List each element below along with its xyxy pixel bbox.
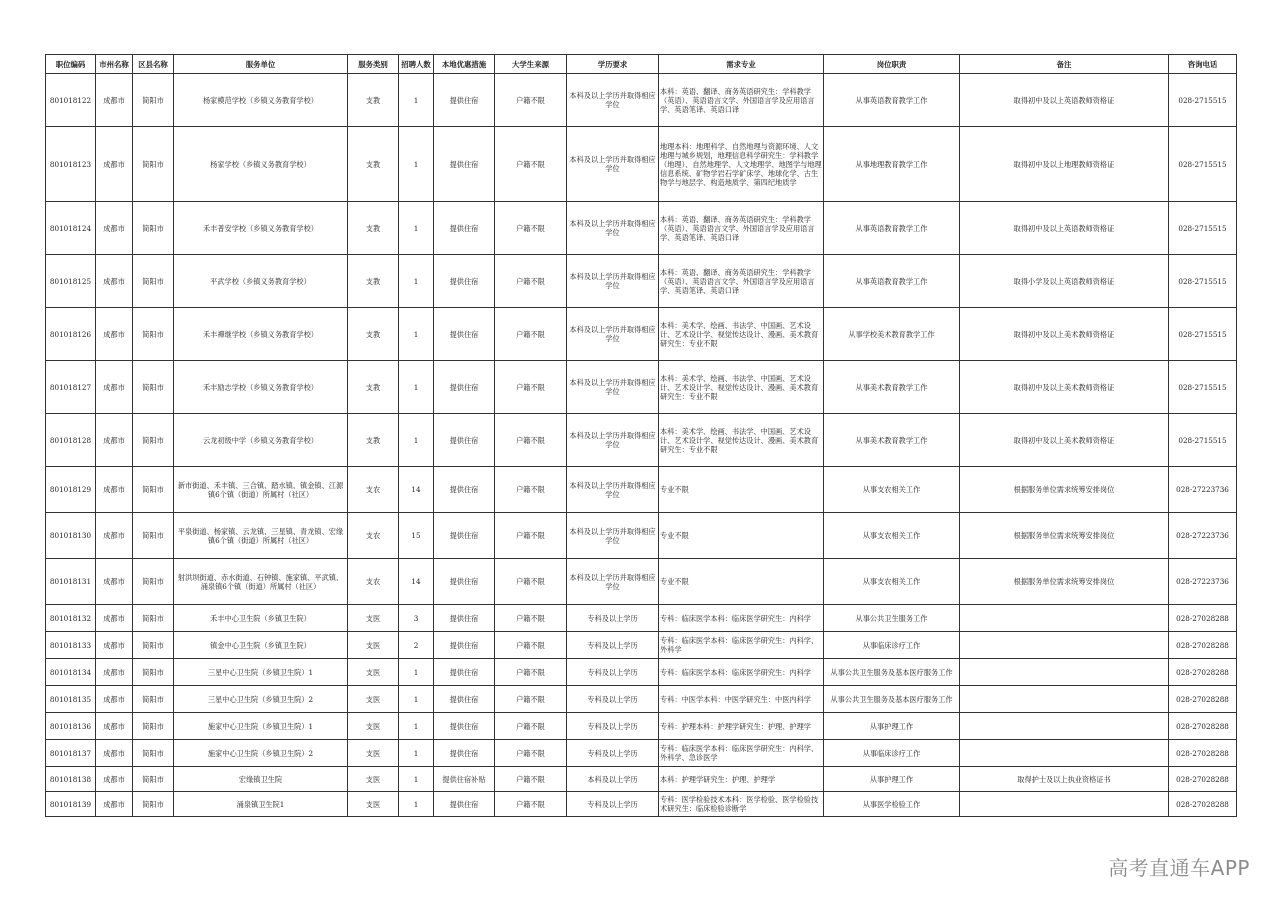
cell-major: 专科：医学检验技术本科：医学检验、医学检验技术研究生：临床检验诊断学 — [659, 792, 824, 817]
cell-major: 本科：美术学、绘画、书法学、中国画、艺术设计、艺术设计学、视觉传达设计、漫画、美术教育研究生：专业不限 — [659, 414, 824, 467]
cell-benefit: 提供住宿补贴 — [434, 767, 495, 792]
cell-code: 801018123 — [46, 127, 96, 202]
cell-county: 简阳市 — [133, 74, 174, 127]
cell-phone: 028-27223736 — [1169, 559, 1237, 605]
cell-education: 专科及以上学历 — [567, 792, 659, 817]
cell-duty: 从事临床诊疗工作 — [824, 740, 960, 767]
cell-city: 成都市 — [96, 792, 133, 817]
cell-major: 专业不限 — [659, 467, 824, 513]
cell-duty: 从事英语教育教学工作 — [824, 202, 960, 255]
cell-duty: 从事公共卫生服务及基本医疗服务工作 — [824, 659, 960, 686]
cell-note — [960, 686, 1169, 713]
cell-benefit: 提供住宿 — [434, 513, 495, 559]
cell-education: 本科及以上学历并取得相应学位 — [567, 255, 659, 308]
cell-phone: 028-27028288 — [1169, 740, 1237, 767]
col-header-major: 需求专业 — [659, 55, 824, 74]
cell-county: 简阳市 — [133, 467, 174, 513]
cell-benefit: 提供住宿 — [434, 361, 495, 414]
cell-source: 户籍不限 — [495, 202, 567, 255]
cell-category: 支医 — [348, 767, 399, 792]
cell-category: 支教 — [348, 127, 399, 202]
cell-source: 户籍不限 — [495, 767, 567, 792]
cell-major: 专业不限 — [659, 559, 824, 605]
cell-note — [960, 713, 1169, 740]
cell-unit: 禾丰普安学校（乡镇义务教育学校） — [174, 202, 348, 255]
table-row — [46, 127, 1237, 202]
cell-phone: 028-27223736 — [1169, 513, 1237, 559]
cell-phone: 028-2715515 — [1169, 255, 1237, 308]
cell-unit: 新市街道、禾丰镇、三合镇、踏水镇、镇金镇、江源镇6个镇（街道）所属村（社区） — [174, 467, 348, 513]
cell-duty: 从事临床诊疗工作 — [824, 632, 960, 659]
cell-duty: 从事支农相关工作 — [824, 513, 960, 559]
cell-benefit: 提供住宿 — [434, 740, 495, 767]
cell-note: 取得初中及以上美术教师资格证 — [960, 361, 1169, 414]
cell-phone: 028-27028288 — [1169, 632, 1237, 659]
table-row — [46, 361, 1237, 414]
cell-education: 专科及以上学历 — [567, 659, 659, 686]
cell-benefit: 提供住宿 — [434, 792, 495, 817]
cell-note — [960, 792, 1169, 817]
cell-benefit: 提供住宿 — [434, 559, 495, 605]
cell-source: 户籍不限 — [495, 513, 567, 559]
cell-city: 成都市 — [96, 308, 133, 361]
cell-source: 户籍不限 — [495, 308, 567, 361]
cell-county: 简阳市 — [133, 255, 174, 308]
cell-category: 支农 — [348, 513, 399, 559]
cell-duty: 从事公共卫生服务工作 — [824, 605, 960, 632]
cell-note: 取得护士及以上执业资格证书 — [960, 767, 1169, 792]
cell-education: 本科及以上学历并取得相应学位 — [567, 559, 659, 605]
cell-category: 支医 — [348, 632, 399, 659]
cell-source: 户籍不限 — [495, 740, 567, 767]
cell-phone: 028-2715515 — [1169, 74, 1237, 127]
cell-category: 支教 — [348, 255, 399, 308]
cell-city: 成都市 — [96, 255, 133, 308]
cell-phone: 028-27028288 — [1169, 659, 1237, 686]
cell-code: 801018125 — [46, 255, 96, 308]
cell-source: 户籍不限 — [495, 713, 567, 740]
cell-note: 取得初中及以上美术教师资格证 — [960, 414, 1169, 467]
cell-note: 根据服务单位需求统筹安排岗位 — [960, 467, 1169, 513]
cell-benefit: 提供住宿 — [434, 414, 495, 467]
cell-note: 取得初中及以上美术教师资格证 — [960, 308, 1169, 361]
cell-education: 专科及以上学历 — [567, 686, 659, 713]
cell-code: 801018129 — [46, 467, 96, 513]
cell-benefit: 提供住宿 — [434, 659, 495, 686]
cell-source: 户籍不限 — [495, 361, 567, 414]
cell-major: 专科：临床医学本科：临床医学研究生：内科学 — [659, 605, 824, 632]
cell-category: 支医 — [348, 659, 399, 686]
cell-duty: 从事英语教育教学工作 — [824, 74, 960, 127]
cell-city: 成都市 — [96, 559, 133, 605]
cell-category: 支教 — [348, 361, 399, 414]
cell-major: 专科：临床医学本科：临床医学研究生：内科学 — [659, 659, 824, 686]
cell-major: 本科：英语、翻译、商务英语研究生：学科教学（英语）、英语语言文学、外国语言学及应用语言学、英语笔译、英语口译 — [659, 74, 824, 127]
col-header-duty: 岗位职责 — [824, 55, 960, 74]
table-row — [46, 308, 1237, 361]
cell-major: 地理本科：地理科学、自然地理与资源环境、人文地理与城乡规划，地理信息科学研究生：学科教学（地理）、自然地理学、人文地理学、地图学与地理信息系统、矿物学岩石学矿床学、地球化学、古生物学与地层学、构造地质学、第四纪地质学 — [659, 127, 824, 202]
cell-city: 成都市 — [96, 127, 133, 202]
cell-education: 本科及以上学历并取得相应学位 — [567, 414, 659, 467]
table-row — [46, 255, 1237, 308]
cell-note — [960, 740, 1169, 767]
cell-note: 取得小学及以上英语教师资格证 — [960, 255, 1169, 308]
table-row — [46, 467, 1237, 513]
table-row — [46, 686, 1237, 713]
cell-benefit: 提供住宿 — [434, 202, 495, 255]
cell-phone: 028-27028288 — [1169, 767, 1237, 792]
cell-city: 成都市 — [96, 686, 133, 713]
table-row — [46, 74, 1237, 127]
cell-category: 支教 — [348, 202, 399, 255]
col-header-benefit: 本地优惠措施 — [434, 55, 495, 74]
table-row — [46, 513, 1237, 559]
cell-count: 3 — [399, 605, 434, 632]
cell-major: 专科：中医学本科：中医学研究生：中医内科学 — [659, 686, 824, 713]
cell-source: 户籍不限 — [495, 632, 567, 659]
cell-code: 801018128 — [46, 414, 96, 467]
cell-county: 简阳市 — [133, 713, 174, 740]
cell-source: 户籍不限 — [495, 414, 567, 467]
cell-education: 本科及以上学历并取得相应学位 — [567, 127, 659, 202]
cell-code: 801018130 — [46, 513, 96, 559]
cell-category: 支医 — [348, 792, 399, 817]
cell-benefit: 提供住宿 — [434, 255, 495, 308]
cell-county: 简阳市 — [133, 659, 174, 686]
cell-count: 2 — [399, 632, 434, 659]
cell-note: 取得初中及以上地理教师资格证 — [960, 127, 1169, 202]
col-header-category: 服务类别 — [348, 55, 399, 74]
cell-note — [960, 605, 1169, 632]
cell-major: 专业不限 — [659, 513, 824, 559]
cell-category: 支农 — [348, 559, 399, 605]
cell-city: 成都市 — [96, 361, 133, 414]
cell-county: 简阳市 — [133, 127, 174, 202]
col-header-education: 学历要求 — [567, 55, 659, 74]
cell-unit: 涌泉镇卫生院1 — [174, 792, 348, 817]
cell-unit: 杨家模范学校（乡镇义务教育学校） — [174, 74, 348, 127]
cell-unit: 施家中心卫生院（乡镇卫生院）1 — [174, 713, 348, 740]
cell-count: 1 — [399, 792, 434, 817]
cell-unit: 镇金中心卫生院（乡镇卫生院） — [174, 632, 348, 659]
cell-count: 1 — [399, 767, 434, 792]
cell-unit: 禾丰励志学校（乡镇义务教育学校） — [174, 361, 348, 414]
cell-count: 1 — [399, 361, 434, 414]
cell-education: 本科及以上学历 — [567, 767, 659, 792]
table-row — [46, 559, 1237, 605]
table-row — [46, 414, 1237, 467]
cell-city: 成都市 — [96, 202, 133, 255]
cell-education: 本科及以上学历并取得相应学位 — [567, 361, 659, 414]
cell-unit: 三星中心卫生院（乡镇卫生院）1 — [174, 659, 348, 686]
cell-source: 户籍不限 — [495, 74, 567, 127]
cell-duty: 从事美术教育教学工作 — [824, 361, 960, 414]
cell-county: 简阳市 — [133, 414, 174, 467]
cell-category: 支医 — [348, 686, 399, 713]
cell-city: 成都市 — [96, 767, 133, 792]
cell-education: 本科及以上学历并取得相应学位 — [567, 202, 659, 255]
cell-duty: 从事医学检验工作 — [824, 792, 960, 817]
cell-source: 户籍不限 — [495, 659, 567, 686]
col-header-phone: 咨询电话 — [1169, 55, 1237, 74]
cell-county: 简阳市 — [133, 308, 174, 361]
col-header-source: 大学生来源 — [495, 55, 567, 74]
cell-major: 专科：护理本科：护理学研究生：护理、护理学 — [659, 713, 824, 740]
cell-source: 户籍不限 — [495, 605, 567, 632]
cell-code: 801018122 — [46, 74, 96, 127]
cell-note — [960, 632, 1169, 659]
cell-benefit: 提供住宿 — [434, 686, 495, 713]
cell-category: 支医 — [348, 713, 399, 740]
cell-education: 专科及以上学历 — [567, 632, 659, 659]
cell-county: 简阳市 — [133, 559, 174, 605]
cell-duty: 从事英语教育教学工作 — [824, 255, 960, 308]
cell-city: 成都市 — [96, 659, 133, 686]
cell-category: 支农 — [348, 467, 399, 513]
cell-phone: 028-2715515 — [1169, 127, 1237, 202]
cell-duty: 从事学校美术教育教学工作 — [824, 308, 960, 361]
cell-note: 取得初中及以上英语教师资格证 — [960, 202, 1169, 255]
cell-benefit: 提供住宿 — [434, 467, 495, 513]
cell-benefit: 提供住宿 — [434, 74, 495, 127]
cell-count: 15 — [399, 513, 434, 559]
cell-duty: 从事支农相关工作 — [824, 559, 960, 605]
cell-city: 成都市 — [96, 74, 133, 127]
cell-source: 户籍不限 — [495, 255, 567, 308]
table-row — [46, 713, 1237, 740]
cell-category: 支教 — [348, 74, 399, 127]
cell-major: 本科：英语、翻译、商务英语研究生：学科教学（英语）、英语语言文学、外国语言学及应用语言学、英语笔译、英语口译 — [659, 202, 824, 255]
cell-count: 1 — [399, 202, 434, 255]
cell-education: 本科及以上学历并取得相应学位 — [567, 467, 659, 513]
cell-code: 801018132 — [46, 605, 96, 632]
cell-count: 1 — [399, 74, 434, 127]
cell-category: 支医 — [348, 740, 399, 767]
cell-count: 1 — [399, 740, 434, 767]
cell-city: 成都市 — [96, 605, 133, 632]
cell-source: 户籍不限 — [495, 686, 567, 713]
cell-code: 801018139 — [46, 792, 96, 817]
col-header-county: 区县名称 — [133, 55, 174, 74]
cell-benefit: 提供住宿 — [434, 632, 495, 659]
table-row — [46, 767, 1237, 792]
cell-benefit: 提供住宿 — [434, 605, 495, 632]
cell-major: 本科：美术学、绘画、书法学、中国画、艺术设计、艺术设计学、视觉传达设计、漫画、美术教育研究生：专业不限 — [659, 308, 824, 361]
cell-source: 户籍不限 — [495, 792, 567, 817]
cell-city: 成都市 — [96, 513, 133, 559]
col-header-unit: 服务单位 — [174, 55, 348, 74]
cell-phone: 028-27028288 — [1169, 792, 1237, 817]
table-row — [46, 659, 1237, 686]
cell-city: 成都市 — [96, 414, 133, 467]
cell-major: 专科：临床医学本科：临床医学研究生：内科学、外科学、急诊医学 — [659, 740, 824, 767]
cell-city: 成都市 — [96, 740, 133, 767]
cell-code: 801018124 — [46, 202, 96, 255]
cell-code: 801018134 — [46, 659, 96, 686]
cell-count: 1 — [399, 308, 434, 361]
cell-source: 户籍不限 — [495, 559, 567, 605]
cell-unit: 云龙初级中学（乡镇义务教育学校） — [174, 414, 348, 467]
cell-code: 801018138 — [46, 767, 96, 792]
cell-major: 本科：护理学研究生：护理、护理学 — [659, 767, 824, 792]
cell-county: 简阳市 — [133, 513, 174, 559]
job-table — [45, 54, 1237, 817]
cell-duty: 从事护理工作 — [824, 713, 960, 740]
cell-education: 专科及以上学历 — [567, 740, 659, 767]
cell-phone: 028-2715515 — [1169, 414, 1237, 467]
cell-city: 成都市 — [96, 713, 133, 740]
cell-unit: 三星中心卫生院（乡镇卫生院）2 — [174, 686, 348, 713]
cell-county: 简阳市 — [133, 767, 174, 792]
cell-unit: 禾丰禪继学校（乡镇义务教育学校） — [174, 308, 348, 361]
cell-code: 801018127 — [46, 361, 96, 414]
table-row — [46, 792, 1237, 817]
cell-phone: 028-27028288 — [1169, 605, 1237, 632]
cell-phone: 028-2715515 — [1169, 308, 1237, 361]
cell-note: 取得初中及以上英语教师资格证 — [960, 74, 1169, 127]
table-row — [46, 632, 1237, 659]
cell-benefit: 提供住宿 — [434, 308, 495, 361]
table-row — [46, 605, 1237, 632]
cell-phone: 028-2715515 — [1169, 202, 1237, 255]
cell-duty: 从事地理教育教学工作 — [824, 127, 960, 202]
col-header-city: 市州名称 — [96, 55, 133, 74]
cell-city: 成都市 — [96, 632, 133, 659]
cell-code: 801018131 — [46, 559, 96, 605]
cell-education: 本科及以上学历并取得相应学位 — [567, 513, 659, 559]
cell-unit: 杨家学校（乡镇义务教育学校） — [174, 127, 348, 202]
cell-code: 801018135 — [46, 686, 96, 713]
cell-count: 1 — [399, 686, 434, 713]
cell-unit: 平泉街道、杨家镇、云龙镇、三星镇、青龙镇、宏缘镇6个镇（街道）所属村（社区） — [174, 513, 348, 559]
col-header-count: 招聘人数 — [399, 55, 434, 74]
cell-city: 成都市 — [96, 467, 133, 513]
cell-count: 14 — [399, 559, 434, 605]
cell-unit: 平武学校（乡镇义务教育学校） — [174, 255, 348, 308]
cell-county: 简阳市 — [133, 740, 174, 767]
cell-count: 1 — [399, 713, 434, 740]
col-header-code: 职位编码 — [46, 55, 96, 74]
cell-note — [960, 659, 1169, 686]
cell-source: 户籍不限 — [495, 127, 567, 202]
watermark-text: 高考直通车APP — [1108, 856, 1250, 880]
cell-education: 本科及以上学历并取得相应学位 — [567, 74, 659, 127]
cell-phone: 028-27028288 — [1169, 686, 1237, 713]
cell-unit: 射洪坝街道、赤水街道、石钟镇、施家镇、平武镇、涌泉镇6个镇（街道）所属村（社区） — [174, 559, 348, 605]
cell-county: 简阳市 — [133, 605, 174, 632]
cell-duty: 从事美术教育教学工作 — [824, 414, 960, 467]
cell-benefit: 提供住宿 — [434, 127, 495, 202]
cell-county: 简阳市 — [133, 686, 174, 713]
cell-phone: 028-27223736 — [1169, 467, 1237, 513]
cell-code: 801018133 — [46, 632, 96, 659]
cell-duty: 从事支农相关工作 — [824, 467, 960, 513]
cell-source: 户籍不限 — [495, 467, 567, 513]
cell-unit: 宏缘镇卫生院 — [174, 767, 348, 792]
cell-benefit: 提供住宿 — [434, 713, 495, 740]
cell-county: 简阳市 — [133, 202, 174, 255]
col-header-note: 备注 — [960, 55, 1169, 74]
cell-unit: 施家中心卫生院（乡镇卫生院）2 — [174, 740, 348, 767]
cell-count: 1 — [399, 127, 434, 202]
cell-phone: 028-2715515 — [1169, 361, 1237, 414]
cell-major: 专科：临床医学本科：临床医学研究生：内科学、外科学 — [659, 632, 824, 659]
cell-education: 本科及以上学历并取得相应学位 — [567, 308, 659, 361]
cell-category: 支教 — [348, 414, 399, 467]
cell-category: 支医 — [348, 605, 399, 632]
cell-code: 801018136 — [46, 713, 96, 740]
cell-count: 1 — [399, 255, 434, 308]
cell-education: 专科及以上学历 — [567, 605, 659, 632]
cell-count: 14 — [399, 467, 434, 513]
cell-note: 根据服务单位需求统筹安排岗位 — [960, 559, 1169, 605]
cell-major: 本科：美术学、绘画、书法学、中国画、艺术设计、艺术设计学、视觉传达设计、漫画、美术教育研究生：专业不限 — [659, 361, 824, 414]
cell-note: 根据服务单位需求统筹安排岗位 — [960, 513, 1169, 559]
cell-duty: 从事公共卫生服务及基本医疗服务工作 — [824, 686, 960, 713]
cell-count: 1 — [399, 414, 434, 467]
cell-duty: 从事护理工作 — [824, 767, 960, 792]
cell-education: 专科及以上学历 — [567, 713, 659, 740]
cell-county: 简阳市 — [133, 632, 174, 659]
cell-count: 1 — [399, 659, 434, 686]
cell-phone: 028-27028288 — [1169, 713, 1237, 740]
cell-category: 支教 — [348, 308, 399, 361]
cell-county: 简阳市 — [133, 361, 174, 414]
cell-major: 本科：英语、翻译、商务英语研究生：学科教学（英语）、英语语言文学、外国语言学及应用语言学、英语笔译、英语口译 — [659, 255, 824, 308]
cell-code: 801018126 — [46, 308, 96, 361]
table-row — [46, 740, 1237, 767]
cell-county: 简阳市 — [133, 792, 174, 817]
header-row — [46, 55, 1237, 74]
cell-unit: 禾丰中心卫生院（乡镇卫生院） — [174, 605, 348, 632]
cell-code: 801018137 — [46, 740, 96, 767]
table-row — [46, 202, 1237, 255]
